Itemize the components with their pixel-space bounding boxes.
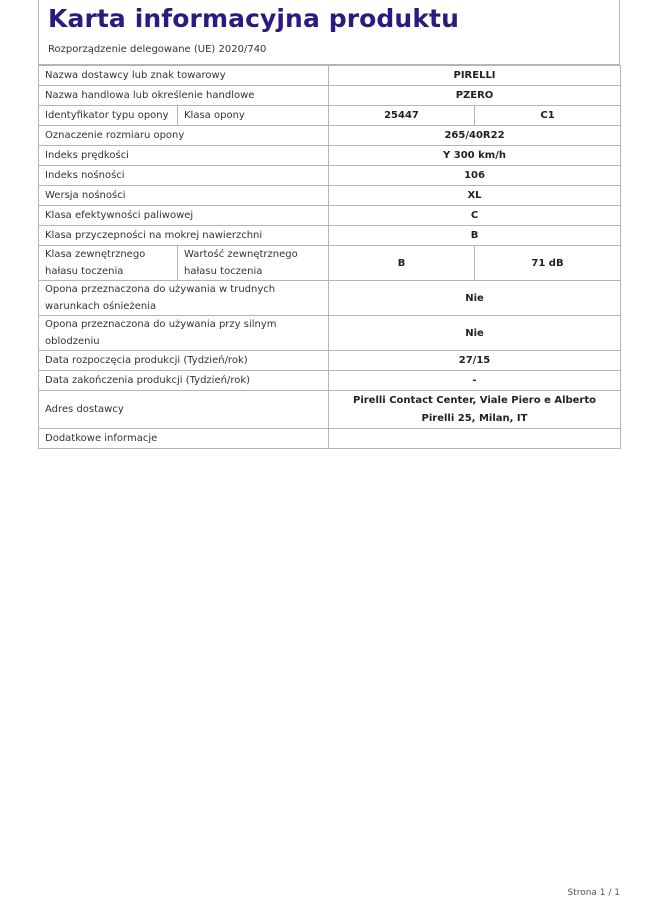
page-number: Strona 1 / 1 — [567, 888, 620, 898]
row-value: XL — [329, 186, 621, 206]
row-value: 265/40R22 — [329, 126, 621, 146]
row-label: Indeks prędkości — [39, 146, 329, 166]
row-value: PZERO — [329, 86, 621, 106]
row-label: Klasa efektywności paliwowej — [39, 206, 329, 226]
regulation-subtitle: Rozporządzenie delegowane (UE) 2020/740 — [48, 44, 267, 55]
table-row — [39, 281, 621, 316]
table-row — [39, 351, 621, 371]
table-row — [39, 126, 621, 146]
row-label: Adres dostawcy — [39, 391, 329, 429]
table-row — [39, 246, 621, 281]
row-value: 25447 — [329, 106, 475, 126]
row-label: Wersja nośności — [39, 186, 329, 206]
table-row — [39, 316, 621, 351]
row-value: 27/15 — [329, 351, 621, 371]
row-value: B — [329, 226, 621, 246]
row-label: Indeks nośności — [39, 166, 329, 186]
row-label: Klasa zewnętrznego hałasu toczenia — [39, 246, 178, 281]
row-label: Nazwa dostawcy lub znak towarowy — [39, 66, 329, 86]
row-value: Nie — [329, 281, 621, 316]
table-row — [39, 106, 621, 126]
table-row — [39, 186, 621, 206]
row-value: 106 — [329, 166, 621, 186]
row-label: Opona przeznaczona do używania w trudnych warunkach ośnieżenia — [39, 281, 329, 316]
table-row — [39, 66, 621, 86]
table-row — [39, 146, 621, 166]
row-label: Opona przeznaczona do używania przy silnym oblodzeniu — [39, 316, 329, 351]
row-value — [329, 429, 621, 449]
row-value: Y 300 km/h — [329, 146, 621, 166]
row-value: - — [329, 371, 621, 391]
row-label: Identyfikator typu opony — [39, 106, 178, 126]
table-row — [39, 166, 621, 186]
row-value: PIRELLI — [329, 66, 621, 86]
table-row — [39, 391, 621, 429]
row-label: Data rozpoczęcia produkcji (Tydzień/rok) — [39, 351, 329, 371]
row-value: C — [329, 206, 621, 226]
row-label: Nazwa handlowa lub określenie handlowe — [39, 86, 329, 106]
table-row — [39, 226, 621, 246]
row-sub-label: Wartość zewnętrznego hałasu toczenia — [178, 246, 329, 281]
row-label: Dodatkowe informacje — [39, 429, 329, 449]
row-value: 71 dB — [475, 246, 621, 281]
row-label: Data zakończenia produkcji (Tydzień/rok) — [39, 371, 329, 391]
row-sub-label: Klasa opony — [178, 106, 329, 126]
product-info-table — [38, 65, 621, 449]
page-title: Karta informacyjna produktu — [48, 4, 459, 33]
row-label: Oznaczenie rozmiaru opony — [39, 126, 329, 146]
row-value: Pirelli Contact Center, Viale Piero e Alberto Pirelli 25, Milan, IT — [329, 391, 621, 429]
header-box — [38, 0, 620, 65]
row-class-value: C1 — [475, 106, 621, 126]
row-value: Nie — [329, 316, 621, 351]
table-row — [39, 86, 621, 106]
table-row — [39, 371, 621, 391]
table-row — [39, 206, 621, 226]
row-label: Klasa przyczepności na mokrej nawierzchni — [39, 226, 329, 246]
row-class-value: B — [329, 246, 475, 281]
table-row — [39, 429, 621, 449]
